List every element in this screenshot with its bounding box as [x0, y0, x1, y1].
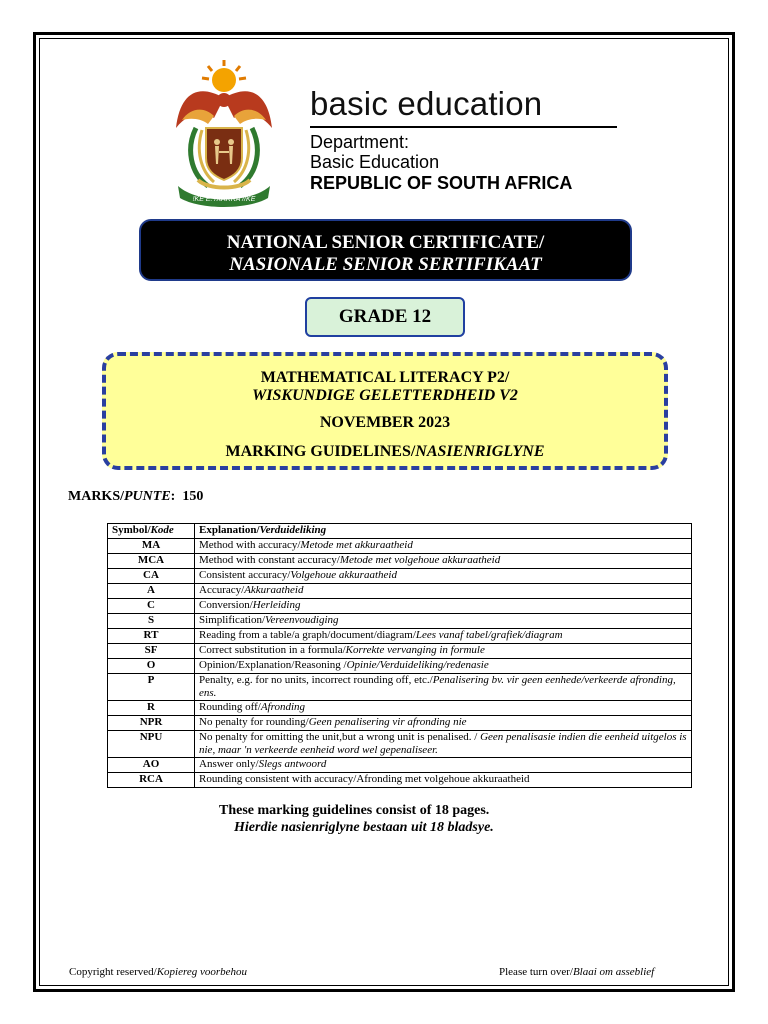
code-explanation — [195, 584, 692, 599]
code-symbol: MA — [108, 539, 195, 554]
explanation-af: Korrekte vervanging in formule — [345, 644, 485, 656]
marks-label-af: PUNTE — [124, 489, 171, 504]
explanation-af: Volgehoue akkuraatheid — [290, 569, 397, 581]
header-symbol-en: Symbol/ — [112, 524, 151, 536]
explanation-en: Reading from a table/a graph/document/diagram/ — [199, 629, 416, 641]
code-symbol: AO — [108, 758, 195, 773]
footer-copyright — [69, 966, 247, 978]
explanation-en: Simplification/ — [199, 614, 265, 626]
table-row — [108, 731, 692, 758]
explanation-af: Slegs antwoord — [258, 758, 327, 770]
explanation-af: Akkuraatheid — [244, 584, 304, 596]
explanation-en: Method with constant accuracy/ — [199, 554, 340, 566]
code-symbol: RT — [108, 629, 195, 644]
footer-turn-over — [499, 966, 654, 978]
table-row — [108, 569, 692, 584]
subject-title-af: WISKUNDIGE GELETTERDHEID V2 — [252, 387, 518, 404]
code-explanation — [195, 716, 692, 731]
table-row — [108, 629, 692, 644]
code-explanation — [195, 554, 692, 569]
explanation-af: Afronding — [260, 701, 306, 713]
footer-copyright-af: Kopiereg voorbehou — [156, 966, 248, 978]
table-row — [108, 659, 692, 674]
explanation-af: Opinie/Verduideliking/redenasie — [346, 659, 489, 671]
code-explanation — [195, 701, 692, 716]
code-symbol: P — [108, 674, 195, 701]
explanation-en: Method with accuracy/ — [199, 539, 301, 551]
explanation-en: Correct substitution in a formula/ — [199, 644, 346, 656]
code-explanation — [195, 674, 692, 701]
explanation-af: Metode met volgehoue akkuraatheid — [339, 554, 501, 566]
exam-date: NOVEMBER 2023 — [319, 414, 451, 431]
explanation-af: Lees vanaf tabel/grafiek/diagram — [415, 629, 563, 641]
table-header-row — [108, 524, 692, 539]
table-row — [108, 554, 692, 569]
code-symbol: RCA — [108, 773, 195, 788]
marks-label-en: MARKS/ — [68, 489, 124, 504]
code-symbol: C — [108, 599, 195, 614]
table-row — [108, 584, 692, 599]
code-symbol: MCA — [108, 554, 195, 569]
table-row — [108, 614, 692, 629]
explanation-en: Rounding consistent with accuracy/Afronding met volgehoue akkuraatheid — [199, 773, 530, 785]
code-explanation — [195, 614, 692, 629]
explanation-en: No penalty for rounding/ — [199, 716, 309, 728]
footer-copyright-en: Copyright reserved/ — [69, 966, 157, 978]
footer-turn-over-af: Blaai om asseblief — [572, 966, 655, 978]
banner-line-af: NASIONALE SENIOR SERTIFIKAAT — [229, 254, 542, 275]
guidelines-title — [106, 443, 664, 461]
explanation-en: Answer only/ — [199, 758, 259, 770]
explanation-af: Vereenvoudiging — [265, 614, 339, 626]
code-symbol: O — [108, 659, 195, 674]
explanation-en: Conversion/ — [199, 599, 253, 611]
grade-box: GRADE 12 — [305, 297, 465, 337]
guidelines-en: MARKING GUIDELINES/ — [225, 443, 416, 460]
subject-box — [102, 352, 668, 470]
header-explanation-af: Verduideliking — [259, 524, 327, 536]
brand-dept-name: Basic Education — [310, 152, 440, 172]
brand-title: basic education — [310, 85, 543, 122]
explanation-af: Penalisering bv. vir geen eenhede/verkeerde afronding, ens. — [199, 674, 676, 699]
header-symbol — [108, 524, 195, 539]
brand-department: Department: — [310, 132, 410, 152]
header-explanation-en: Explanation/ — [199, 524, 260, 536]
code-symbol: R — [108, 701, 195, 716]
code-symbol: NPR — [108, 716, 195, 731]
code-explanation — [195, 644, 692, 659]
subject-title-en: MATHEMATICAL LITERACY P2/ — [260, 369, 510, 386]
code-explanation — [195, 758, 692, 773]
code-explanation — [195, 539, 692, 554]
header-explanation — [195, 524, 692, 539]
table-row — [108, 701, 692, 716]
code-symbol: SF — [108, 644, 195, 659]
explanation-af: Herleiding — [252, 599, 301, 611]
explanation-en: Accuracy/ — [199, 584, 245, 596]
explanation-af: Metode met akkuraatheid — [300, 539, 413, 551]
marks-value: 150 — [182, 489, 204, 504]
brand-divider — [310, 126, 617, 128]
explanation-en: Penalty, e.g. for no units, incorrect rounding off, etc./ — [199, 674, 433, 686]
guidelines-af: NASIENRIGLYNE — [415, 443, 545, 460]
code-explanation — [195, 599, 692, 614]
explanation-af: Geen penalisasie indien die eenheid uitgelos is nie, maar 'n verkeerde eenheid word wel gepenaliseer. — [199, 731, 687, 756]
table-row — [108, 758, 692, 773]
page-count-af: Hierdie nasienriglyne bestaan uit 18 bladsye. — [234, 820, 494, 835]
table-row — [108, 716, 692, 731]
table-row — [108, 644, 692, 659]
code-explanation — [195, 731, 692, 758]
footer-turn-over-en: Please turn over/ — [499, 966, 573, 978]
code-explanation — [195, 773, 692, 788]
table-row — [108, 539, 692, 554]
explanation-af: Geen penalisering vir afronding nie — [308, 716, 467, 728]
explanation-en: Opinion/Explanation/Reasoning / — [199, 659, 347, 671]
code-symbol: A — [108, 584, 195, 599]
marking-codes-table — [107, 523, 692, 788]
explanation-en: No penalty for omitting the unit,but a wrong unit is penalised. / — [199, 731, 481, 743]
brand-country: REPUBLIC OF SOUTH AFRICA — [310, 173, 573, 193]
department-brand — [310, 84, 630, 194]
explanation-en: Consistent accuracy/ — [199, 569, 291, 581]
total-marks: MARKS/PUNTE: 150 — [68, 489, 204, 504]
page-count-en: These marking guidelines consist of 18 pages. — [219, 803, 490, 818]
svg-text:!KE E: /XARRA //KE: !KE E: /XARRA //KE — [192, 196, 256, 203]
code-explanation — [195, 659, 692, 674]
code-explanation — [195, 569, 692, 584]
explanation-en: Rounding off/ — [199, 701, 261, 713]
coat-of-arms-icon — [168, 58, 280, 208]
code-explanation — [195, 629, 692, 644]
code-symbol: CA — [108, 569, 195, 584]
table-row — [108, 599, 692, 614]
certificate-banner — [139, 219, 632, 281]
table-row — [108, 773, 692, 788]
code-symbol: NPU — [108, 731, 195, 758]
header-symbol-af: Kode — [150, 524, 174, 536]
banner-line-en: NATIONAL SENIOR CERTIFICATE/ — [226, 232, 545, 253]
table-row — [108, 674, 692, 701]
code-symbol: S — [108, 614, 195, 629]
